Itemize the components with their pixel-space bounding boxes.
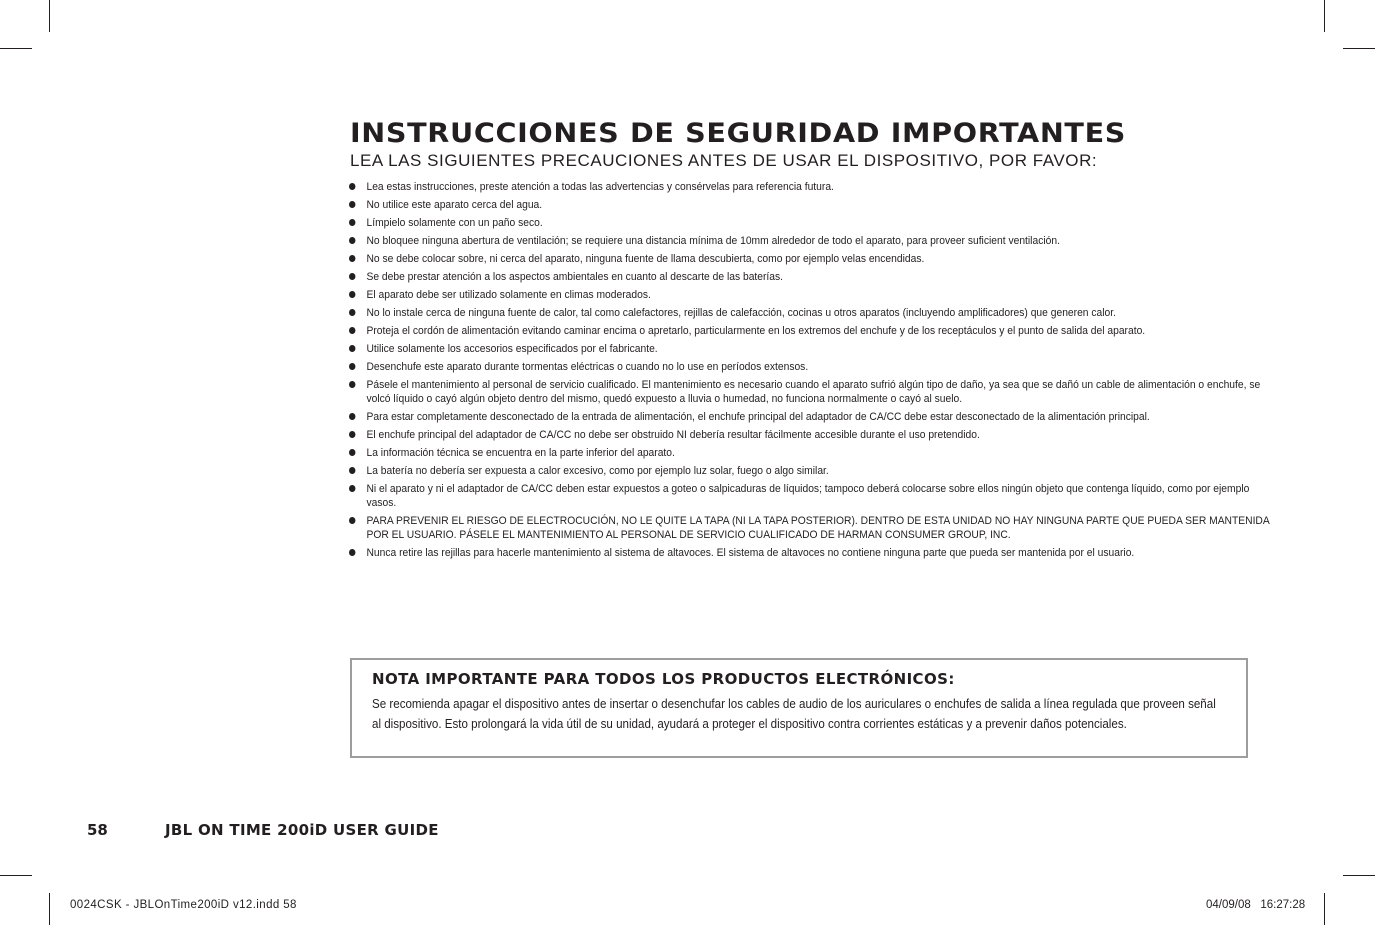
bullet-icon: [349, 291, 355, 298]
list-item-text: El aparato debe ser utilizado solamente en climas moderados.: [366, 289, 651, 301]
list-item-text: Para estar completamente desconectado de la entrada de alimentación, el enchufe principal del adaptador de CA/CC debe estar desconectado de la alimentación principal.: [366, 411, 1150, 423]
list-item-text: Utilice solamente los accesorios especificados por el fabricante.: [366, 343, 658, 355]
list-item: [349, 306, 1273, 320]
bullet-icon: [349, 237, 355, 244]
bullet-icon: [349, 219, 355, 226]
list-item-text: Lea estas instrucciones, preste atención a todas las advertencias y consérvelas para referencia futura.: [366, 181, 834, 193]
list-item-text: Pásele el mantenimiento al personal de servicio cualificado. El mantenimiento es necesario cuando el aparato sufrió algún tipo de daño, ya sea que se dañó un cable de alimentación o enchufe, se volcó líquido o cayó algún objeto dentro del mismo, quedó expuesto a lluvia o humedad, no funciona normalmente o cayó al suelo.: [366, 379, 1261, 405]
crop-mark: [49, 0, 50, 32]
bullet-icon: [349, 449, 355, 456]
list-item-text: PARA PREVENIR EL RIESGO DE ELECTROCUCIÓN, NO LE QUITE LA TAPA (NI LA TAPA POSTERIOR). DENTRO DE ESTA UNIDAD NO HAY NINGUNA PARTE QUE PUEDA SER MANTENIDA POR EL USUARIO. PÁSELE EL MANTENIMIENTO AL PERSONAL DE SERVICIO CUALIFICADO DE HARMAN CONSUMER GROUP, INC.: [366, 515, 1270, 541]
bullet-icon: [349, 255, 355, 262]
bullet-icon: [349, 381, 355, 388]
slug-date: 04/09/08: [1206, 899, 1251, 911]
guide-title: JBL ON TIME 200iD USER GUIDE: [165, 821, 439, 839]
crop-mark: [0, 875, 32, 876]
bullet-icon: [349, 485, 355, 492]
list-item-text: Ni el aparato y ni el adaptador de CA/CC deben estar expuestos a goteo o salpicaduras de líquidos; tampoco deberá colocarse sobre ellos ningún objeto que contenga líquido, como por ejemplo vasos.: [366, 483, 1250, 509]
bullet-icon: [349, 345, 355, 352]
list-item-text: Límpielo solamente con un paño seco.: [366, 217, 543, 229]
list-item: [349, 288, 1273, 302]
list-item-text: La batería no debería ser expuesta a calor excesivo, como por ejemplo luz solar, fuego o algo similar.: [366, 465, 829, 477]
page-number: 58: [87, 821, 108, 839]
bullet-icon: [349, 413, 355, 420]
bullet-icon: [349, 183, 355, 190]
list-item-text: No lo instale cerca de ninguna fuente de calor, tal como calefactores, rejillas de calefacción, cocinas u otros aparatos (incluyendo amplificadores) que generen calor.: [366, 307, 1116, 319]
list-item-text: Nunca retire las rejillas para hacerle mantenimiento al sistema de altavoces. El sistema de altavoces no contiene ninguna parte que pueda ser mantenida por el usuario.: [366, 547, 1135, 559]
slug-time: 16:27:28: [1260, 899, 1306, 911]
list-item-text: No se debe colocar sobre, ni cerca del aparato, ninguna fuente de llama descubierta, como por ejemplo velas encendidas.: [366, 253, 925, 265]
list-item: [349, 446, 1273, 460]
list-item: [349, 270, 1273, 284]
bullet-icon: [349, 467, 355, 474]
list-item: [349, 428, 1273, 442]
crop-mark: [1324, 893, 1325, 925]
note-body: Se recomienda apagar el dispositivo antes de insertar o desenchufar los cables de audio de los auriculares o enchufes de salida a línea regulada que proveen señal al dispositivo. Esto prolongará la vida útil de su unidad, ayudará a proteger el dispositivo contra corrientes estáticas y a prevenir daños potenciales.: [372, 697, 1216, 731]
page-title: INSTRUCCIONES DE SEGURIDAD IMPORTANTES: [350, 118, 1127, 149]
list-item-text: Se debe prestar atención a los aspectos ambientales en cuanto al descarte de las baterías.: [366, 271, 784, 283]
list-item: [349, 180, 1273, 194]
list-item: [349, 198, 1273, 212]
important-note-box: [350, 658, 1248, 758]
list-item: [349, 324, 1273, 338]
list-item: [349, 482, 1273, 510]
list-item: [349, 410, 1273, 424]
bullet-icon: [349, 431, 355, 438]
crop-mark: [49, 893, 50, 925]
page-subtitle: LEA LAS SIGUIENTES PRECAUCIONES ANTES DE USAR EL DISPOSITIVO, POR FAVOR:: [350, 151, 1098, 170]
crop-mark: [1343, 48, 1375, 49]
crop-mark: [1343, 875, 1375, 876]
bullet-icon: [349, 327, 355, 334]
list-item: [349, 360, 1273, 374]
bullet-icon: [349, 363, 355, 370]
list-item: [349, 514, 1273, 542]
bullet-icon: [349, 517, 355, 524]
list-item: [349, 234, 1273, 248]
list-item: [349, 378, 1273, 406]
bullet-icon: [349, 201, 355, 208]
list-item-text: Proteja el cordón de alimentación evitando caminar encima o apretarlo, particularmente en los extremos del enchufe y de los receptáculos y el punto de salida del aparato.: [366, 325, 1146, 337]
list-item-text: No utilice este aparato cerca del agua.: [366, 199, 543, 211]
list-item-text: La información técnica se encuentra en la parte inferior del aparato.: [366, 447, 675, 459]
slug-file-info: 0024CSK - JBLOnTime200iD v12.indd 58: [70, 899, 297, 911]
list-item: [349, 464, 1273, 478]
list-item-text: Desenchufe este aparato durante tormentas eléctricas o cuando no lo use en períodos extensos.: [366, 361, 809, 373]
list-item-text: No bloquee ninguna abertura de ventilación; se requiere una distancia mínima de 10mm alrededor de todo el aparato, para proveer suficient ventilación.: [366, 235, 1060, 247]
list-item: [349, 216, 1273, 230]
list-item: [349, 342, 1273, 356]
note-title: NOTA IMPORTANTE PARA TODOS LOS PRODUCTOS ELECTRÓNICOS:: [372, 670, 955, 688]
crop-mark: [1324, 0, 1325, 32]
slug-timestamp: [1206, 899, 1305, 911]
bullet-icon: [349, 309, 355, 316]
bullet-icon: [349, 549, 355, 556]
list-item: [349, 252, 1273, 266]
bullet-icon: [349, 273, 355, 280]
list-item: [349, 546, 1273, 560]
safety-instructions-list: [349, 180, 1270, 564]
list-item-text: El enchufe principal del adaptador de CA/CC no debe ser obstruido NI debería resultar fácilmente accesible durante el uso pretendido.: [366, 429, 980, 441]
crop-mark: [0, 48, 32, 49]
